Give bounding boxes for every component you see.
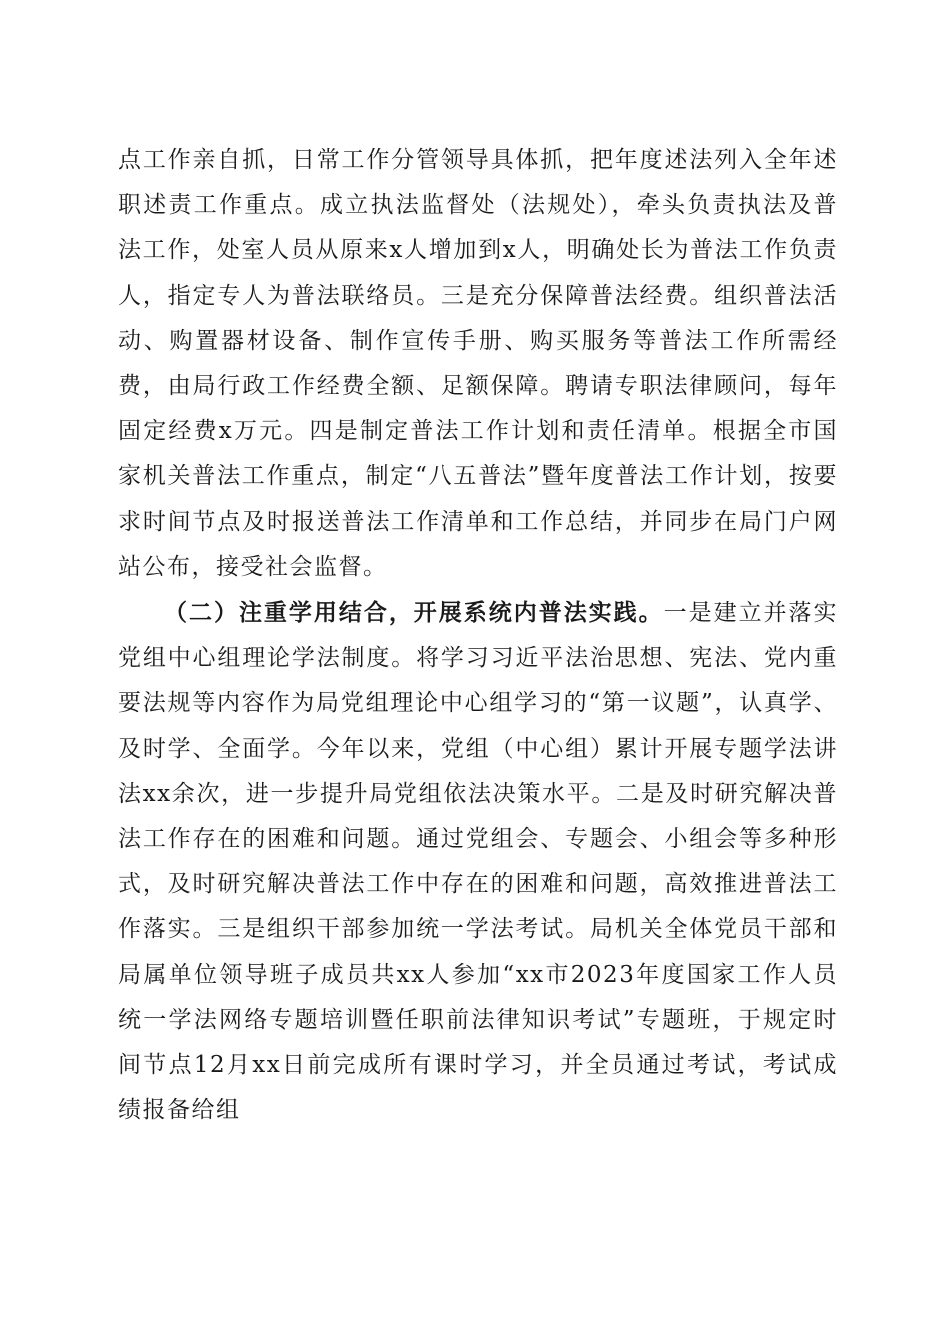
paragraph-continuation — [118, 138, 838, 590]
paragraph-section-2 — [118, 590, 838, 1133]
section-heading: （二）注重学用结合，开展系统内普法实践。 — [164, 599, 664, 627]
document-body — [118, 138, 838, 1133]
paragraph-text: 点工作亲自抓，日常工作分管领导具体抓，把年度述法列入全年述职述责工作重点。成立执法监督处（法规处），牵头负责执法及普法工作，处室人员从原来x人增加到x人，明确处长为普法工作负责人，指定专人为普法联络员。三是充分保障普法经费。组织普法活动、购置器材设备、制作宣传手册、购买服务等普法工作所需经费，由局行政工作经费全额、足额保障。聘请专职法律顾问，每年固定经费x万元。四是制定普法工作计划和责任清单。根据全市国家机关普法工作重点，制定“八五普法”暨年度普法工作计划，按要求时间节点及时报送普法工作清单和工作总结，并同步在局门户网站公布，接受社会监督。 — [118, 147, 838, 580]
paragraph-text: 一是建立并落实党组中心组理论学法制度。将学习习近平法治思想、宪法、党内重要法规等内容作为局党组理论中心组学习的“第一议题”，认真学、及时学、全面学。今年以来，党组（中心组）累计开展专题学法讲法xx余次，进一步提升局党组依法决策水平。二是及时研究解决普法工作存在的困难和问题。通过党组会、专题会、小组会等多种形式，及时研究解决普法工作中存在的困难和问题，高效推进普法工作落实。三是组织干部参加统一学法考试。局机关全体党员干部和局属单位领导班子成员共xx人参加“xx市2023年度国家工作人员统一学法网络专题培训暨任职前法律知识考试”专题班，于规定时间节点12月xx日前完成所有课时学习，并全员通过考试，考试成绩报备给组 — [118, 600, 839, 1124]
